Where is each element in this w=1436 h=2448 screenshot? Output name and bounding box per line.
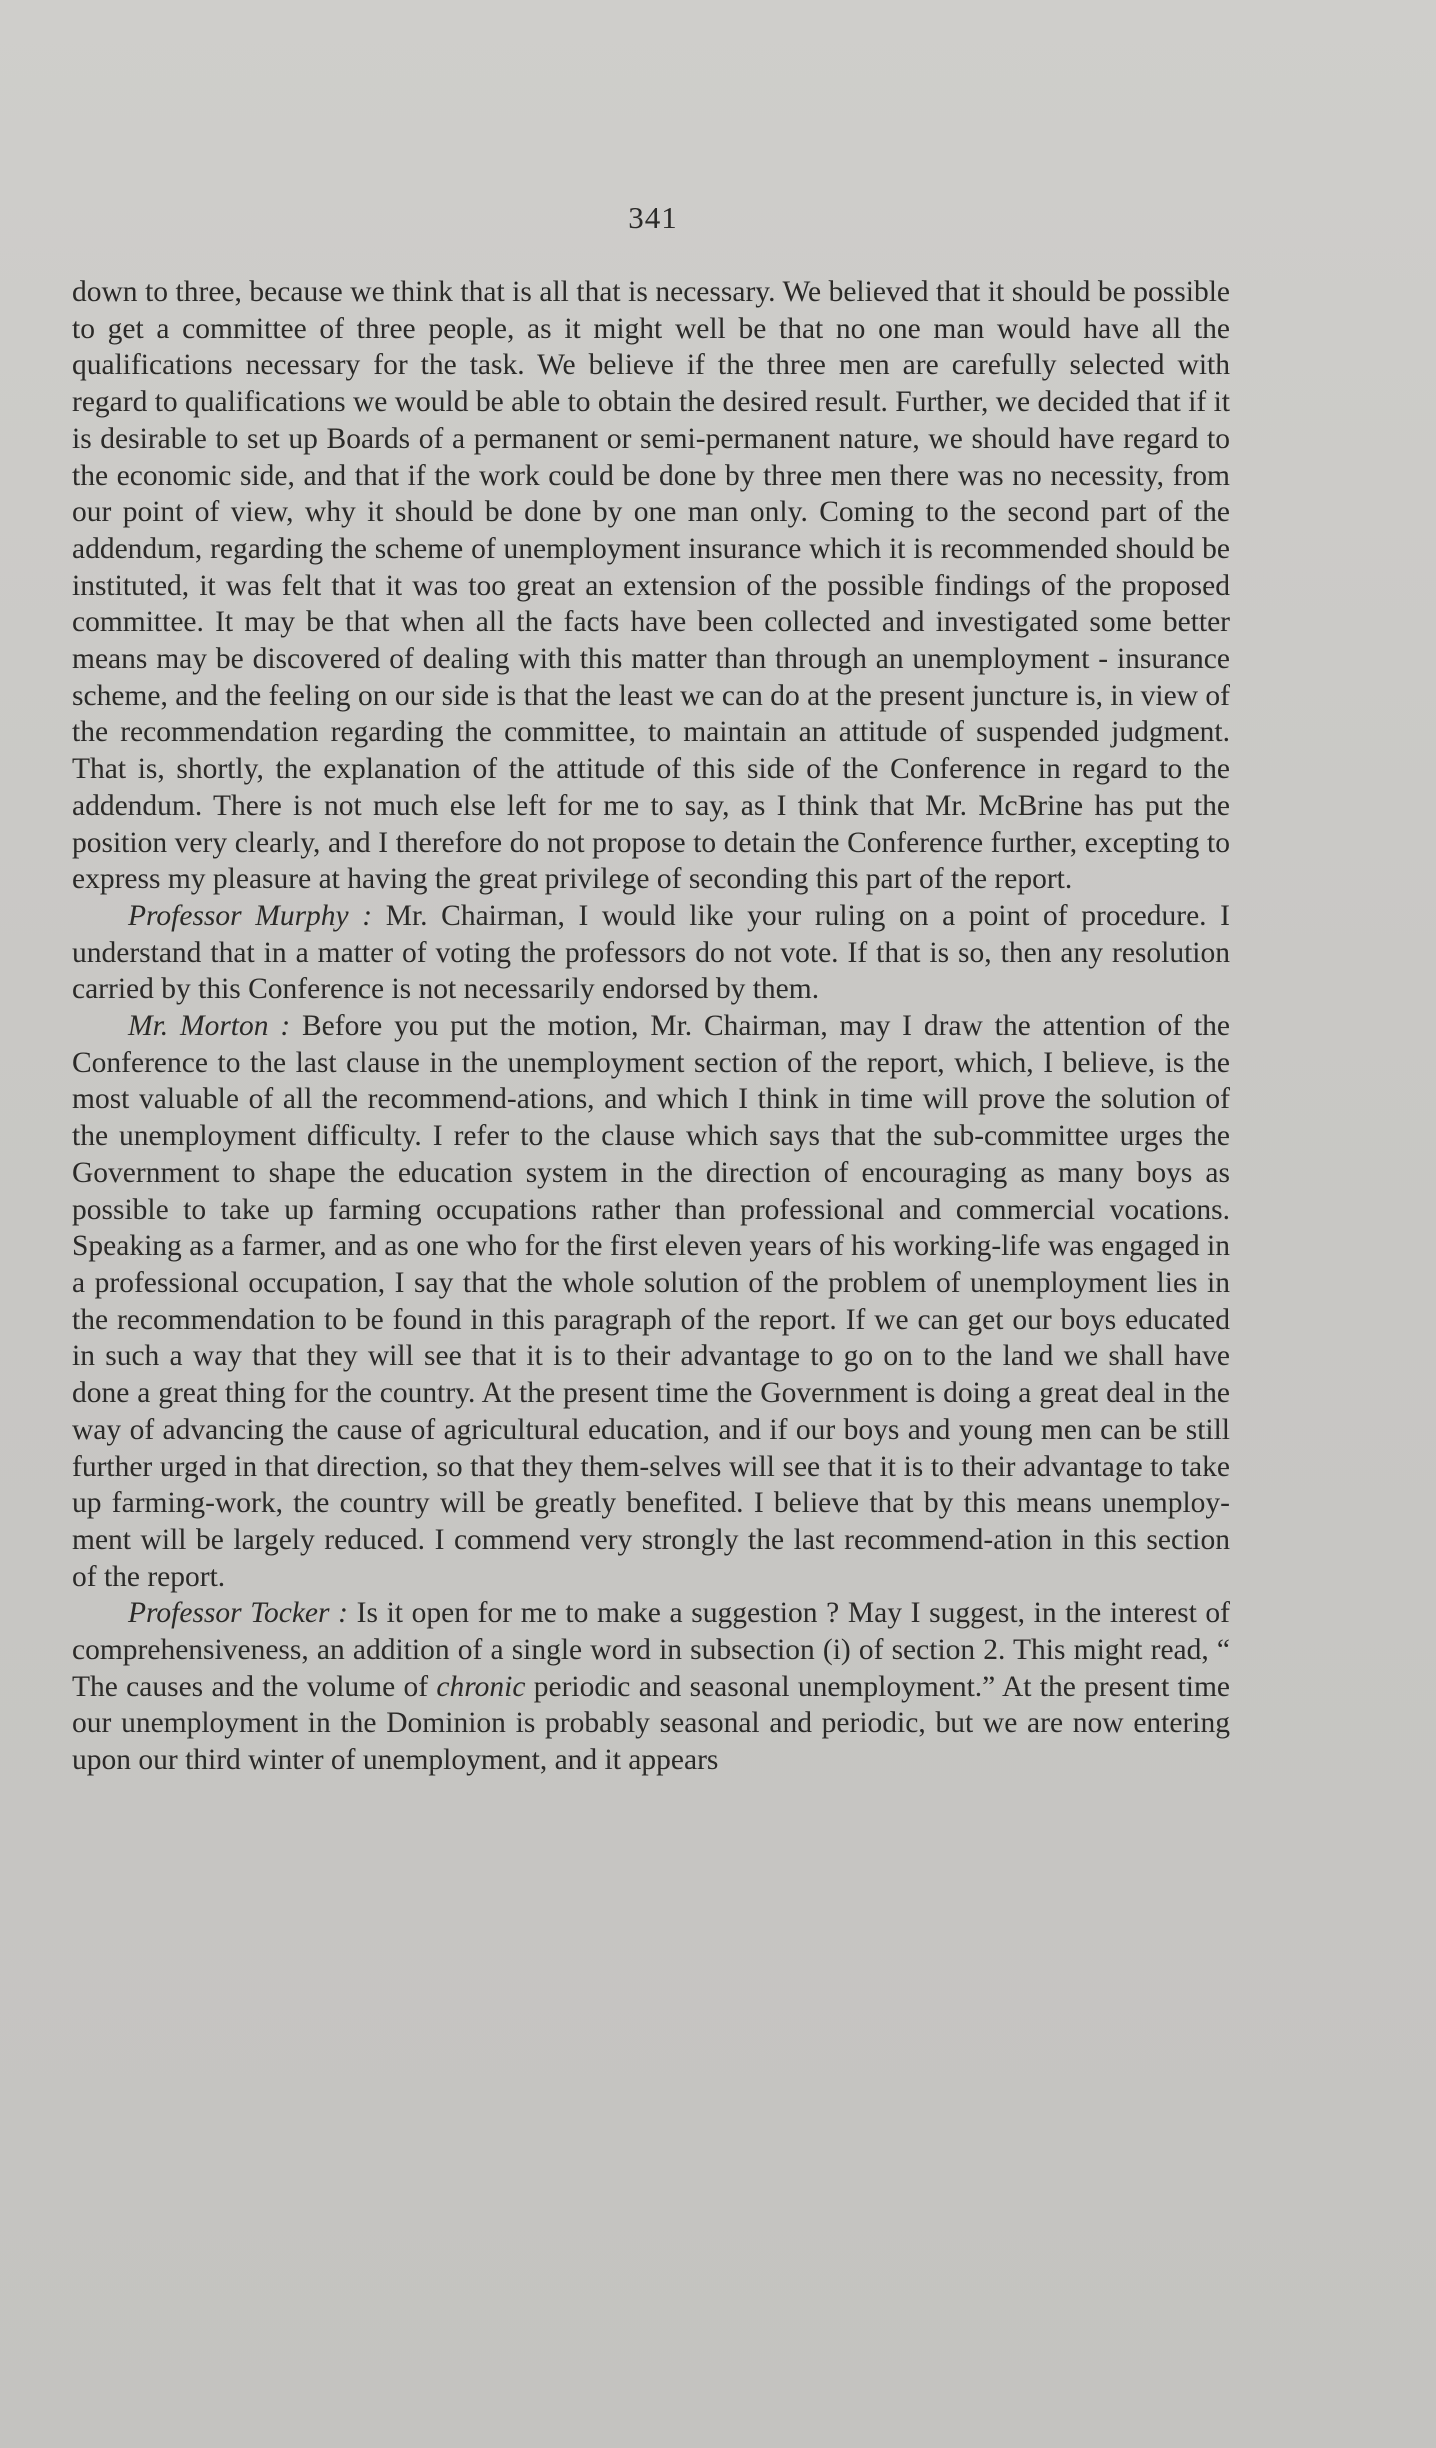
paragraph-continuation xyxy=(72,274,1230,898)
paragraph-text: Mr. Chairman, I would like your ruling on a point of procedure. I understand that in a matter of voting the professors do not vote. If that is so, then any resolution carried by this Conference is not necessarily endorsed by them. xyxy=(72,899,1230,1006)
speaker-name: Mr. Morton : xyxy=(128,1010,291,1043)
speaker-name: Professor Murphy : xyxy=(128,899,373,932)
emphasized-word: chronic xyxy=(436,1670,526,1703)
paragraph-text: periodic and seasonal unemployment.” At the present time our unemployment in the Dominion is probably seasonal and periodic, but we are now entering upon our third winter of unemployment, and it appears xyxy=(72,1670,1231,1777)
paragraph-murphy xyxy=(72,898,1230,1008)
paragraph-text: Before you put the motion, Mr. Chairman, may I draw the attention of the Conference to the last clause in the unemployment section of the report, which, I believe, is the most valuable of all the recommend-ations, and which I think in time will prove the solution of the unemployment difficulty. I refer to the clause which says that the sub-committee urges the Government to shape the education system in the direction of encouraging as many boys as possible to take up farming occupations rather than professional and commercial vocations. Speaking as a farmer, and as one who for the first eleven years of his working-life was engaged in a professional occupation, I say that the whole solution of the problem of unemployment lies in the recommendation to be found in this paragraph of the report. If we can get our boys educated in such a way that they will see that it is to their advantage to go on to the land we shall have done a great thing for the country. At the present time the Government is doing a great deal in the way of advancing the cause of agricultural education, and if our boys and young men can be still further urged in that direction, so that they them-selves will see that it is to their advantage to take up farming-work, the country will be greatly benefited. I believe that by this means unemploy-ment will be largely reduced. I commend very strongly the last recommend-ation in this section of the report. xyxy=(72,1010,1231,1593)
speaker-name: Professor Tocker : xyxy=(128,1597,348,1630)
paragraph-text: Is it open for me to make a suggestion ? May I suggest, in the interest of comprehensiveness, an addition of a single word in subsection (i) of section 2. This might read, “ The causes and the volume of xyxy=(72,1597,1230,1703)
paragraph-morton xyxy=(72,1008,1230,1595)
paragraph-tocker xyxy=(72,1595,1230,1779)
body-text xyxy=(72,274,1230,1779)
page-number: 341 xyxy=(628,200,678,235)
paragraph-text: down to three, because we think that is all that is necessary. We believed that it should be possible to get a committee of three people, as it might well be that no one man would have all the qualifications necessary for the task. We believe if the three men are carefully selected with regard to qualifications we would be able to obtain the desired result. Further, we decided that if it is desirable to set up Boards of a permanent or semi-permanent nature, we should have regard to the economic side, and that if the work could be done by three men there was no necessity, from our point of view, why it should be done by one man only. Coming to the second part of the addendum, regarding the scheme of unemployment insurance which it is recommended should be instituted, it was felt that it was too great an extension of the possible findings of the proposed committee. It may be that when all the facts have been collected and investigated some better means may be discovered of dealing with this matter than through an unemployment - insurance scheme, and the feeling on our side is that the least we can do at the present juncture is, in view of the recommendation regarding the committee, to maintain an attitude of suspended judgment. That is, shortly, the explanation of the attitude of this side of the Conference in regard to the addendum. There is not much else left for me to say, as I think that Mr. McBrine has put the position very clearly, and I therefore do not propose to detain the Conference further, excepting to express my pleasure at having the great privilege of seconding this part of the report. xyxy=(72,276,1230,896)
